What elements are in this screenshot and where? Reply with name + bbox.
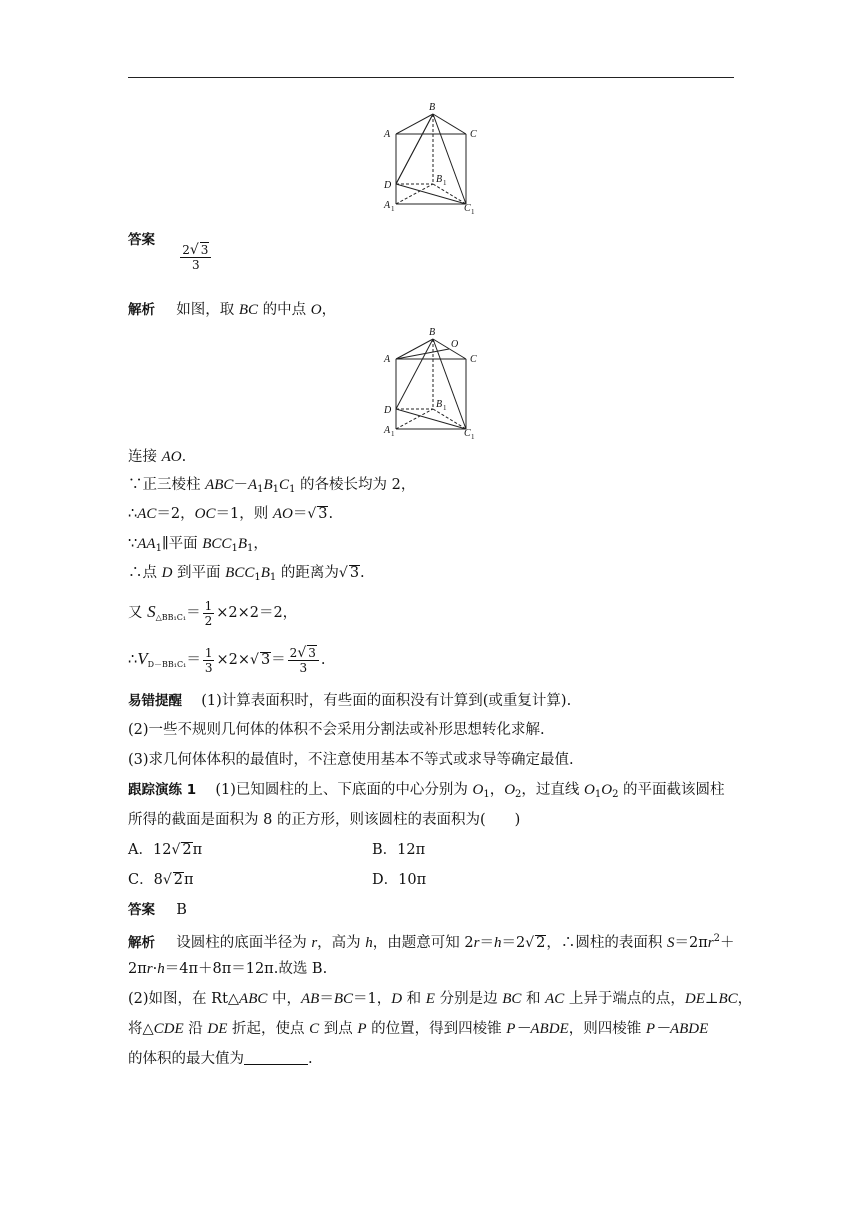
a-text: ＝: [479, 935, 494, 951]
frac-num: 1: [204, 598, 213, 613]
var: ABC: [239, 991, 268, 1007]
q-text: 上异于端点的点，: [564, 991, 685, 1007]
q-text: ＝: [319, 991, 334, 1007]
a-text: 设圆柱的底面半径为: [176, 935, 312, 951]
step-text: .: [181, 449, 187, 465]
step-text: 又: [128, 605, 148, 621]
subscript: 1: [155, 543, 162, 554]
analysis-comma: ，: [321, 302, 337, 318]
answer-den: 3: [192, 258, 200, 272]
q-text: ⊥: [704, 991, 719, 1007]
subscript: 1: [269, 572, 277, 583]
var: r: [311, 935, 318, 951]
practice-q2-line2: [128, 1019, 708, 1039]
subscript: D－BB₁C₁: [147, 660, 187, 669]
answer-value: B: [176, 902, 187, 918]
label-A: A: [384, 129, 391, 140]
var: P－ABDE: [506, 1021, 569, 1037]
option-text: C．8: [128, 872, 163, 888]
label-B1: B: [436, 399, 443, 410]
pitfall-text: (1)计算表面积时，有些面的面积没有计算到(或重复计算).: [201, 693, 572, 709]
prism-figure-2: [378, 325, 488, 440]
step-6: [128, 595, 297, 629]
q-text: ，: [737, 991, 753, 1007]
var: CDE: [153, 1021, 184, 1037]
radicand: 3: [260, 652, 271, 668]
var: h: [157, 961, 165, 977]
practice-answer: [128, 900, 187, 920]
step-text: ×2×: [216, 652, 251, 668]
subscript: 1: [254, 572, 261, 583]
q-text: ，过直线: [521, 782, 585, 798]
label-A1: A: [384, 425, 391, 436]
var: AA: [137, 536, 156, 552]
subscript: 1: [246, 543, 254, 554]
label-A1-sub: 1: [391, 205, 395, 213]
practice-analysis-1: 解析 设圆柱的底面半径为 r，高为 h，由题意可知 2r＝h＝2√ 2，∴圆柱的表面积 $S=2\pi r^2+$: [128, 933, 735, 951]
a-text: ＝2: [501, 935, 526, 951]
option-b: [372, 840, 425, 860]
step-text: ＝1，则: [215, 506, 273, 522]
step-text: .: [320, 652, 326, 668]
var: O: [601, 782, 613, 798]
fraction: [203, 646, 215, 675]
frac-num: 2: [289, 646, 298, 660]
a-text: ，高为: [317, 935, 366, 951]
subscript: 1: [289, 484, 296, 495]
var: O: [584, 782, 595, 798]
option-text: π: [192, 842, 203, 858]
step-text: ＝: [292, 506, 308, 522]
var: V: [137, 649, 148, 668]
practice-q1-line2: [128, 810, 520, 830]
var-bc: BC: [238, 302, 258, 318]
label-A1: A: [384, 200, 391, 211]
var: BCC: [225, 565, 255, 581]
var-o: O: [310, 302, 322, 318]
var: D: [161, 565, 173, 581]
practice-q2-line1: [128, 989, 752, 1009]
var: AC: [137, 506, 157, 522]
radicand: 3: [308, 646, 316, 660]
var: BCC: [202, 536, 232, 552]
a-text: ，由题意可知 2: [372, 935, 474, 951]
var: B: [260, 565, 270, 581]
label-C1-sub: 1: [471, 433, 475, 440]
step-text: ＝: [271, 652, 286, 668]
step-5: ∴点 D 到平面 $BCC_1B_1$ 的距离为√ 3.: [128, 565, 365, 583]
var: S: [666, 935, 675, 951]
label-B1: B: [436, 174, 443, 185]
q-text: 的平面截该圆柱: [618, 782, 725, 798]
pitfall-2: [128, 720, 545, 740]
q-text: 折起，使点: [227, 1021, 310, 1037]
subscript: 1: [272, 484, 280, 495]
var: r: [473, 935, 480, 951]
var: AO: [161, 449, 182, 465]
option-text: A．12: [128, 842, 172, 858]
q-text: ，: [489, 782, 505, 798]
var: C: [309, 1021, 320, 1037]
var: O: [472, 782, 484, 798]
q-text: ，则四棱锥: [568, 1021, 646, 1037]
answer-label: 答案: [128, 232, 155, 248]
var: AO: [272, 506, 293, 522]
var: r: [707, 935, 714, 951]
frac-num: 1: [204, 645, 213, 660]
q-text: 的位置，得到四棱锥: [366, 1021, 507, 1037]
var: AC: [545, 991, 565, 1007]
var: DE: [207, 1021, 228, 1037]
step-text: ＝: [186, 652, 201, 668]
step-text: ＝: [186, 605, 201, 621]
subscript: 1: [594, 789, 602, 800]
label-C: C: [470, 129, 477, 140]
option-c: C．8√ 2π: [128, 872, 194, 888]
var: P－ABDE: [645, 1021, 709, 1037]
practice-q1-line1: [128, 780, 725, 805]
step-text: ＝2，: [156, 506, 195, 522]
label-B1-sub: 1: [443, 404, 447, 412]
a-text: ＝2π: [674, 935, 708, 951]
step-text: 到平面: [172, 565, 226, 581]
a-text: ，∴圆柱的表面积: [546, 935, 667, 951]
step-text: ∴: [128, 652, 138, 668]
option-text: D．10π: [372, 872, 427, 888]
answer-blank[interactable]: [244, 1050, 308, 1065]
step-text: ∴点: [128, 565, 162, 581]
a-text: ·: [152, 961, 158, 977]
a-text: ＋: [719, 935, 735, 951]
var: B: [263, 477, 273, 493]
radicand: 2: [536, 935, 546, 951]
step-text: 连接: [128, 449, 162, 465]
practice-analysis-2: [128, 959, 327, 979]
var: h: [493, 935, 502, 951]
q-text: ＝1，: [353, 991, 392, 1007]
var: O: [504, 782, 516, 798]
var: A: [247, 477, 258, 493]
var: DE: [684, 991, 705, 1007]
radicand: 2: [182, 842, 192, 858]
step-text: 的各棱长均为 2，: [295, 477, 416, 493]
step-text: ∴: [128, 506, 138, 522]
answer-rad: 3: [200, 243, 209, 257]
q-text: 到点: [319, 1021, 358, 1037]
label-D: D: [384, 405, 392, 416]
frac-den: 3: [299, 661, 308, 675]
q-text: 所得的截面是面积为 8 的正方形，则该圆柱的表面积为( ): [128, 812, 521, 828]
analysis-label: 解析: [128, 935, 155, 951]
label-B: B: [429, 327, 436, 338]
label-B: B: [429, 102, 436, 113]
pitfall-label: 易错提醒: [128, 693, 182, 709]
answer-num: 2: [182, 243, 190, 257]
var: E: [425, 991, 435, 1007]
step-text: .: [360, 565, 365, 581]
q-text: 将△: [128, 1021, 154, 1037]
q-text: .: [308, 1051, 313, 1067]
frac-den: 2: [204, 613, 213, 628]
step-2: [128, 475, 415, 500]
label-C1-sub: 1: [471, 208, 475, 215]
step-4: [128, 534, 268, 559]
var: S: [147, 602, 156, 621]
q-text: (2)如图，在 Rt△: [128, 991, 240, 1007]
step-text: －: [233, 477, 248, 493]
step-1: [128, 447, 186, 467]
analysis-text: 如图，取: [176, 302, 239, 318]
label-A1-sub: 1: [391, 430, 395, 438]
analysis-line: [128, 300, 336, 320]
subscript: 1: [231, 543, 238, 554]
option-a: A．12√ 2π: [128, 842, 203, 858]
q-text: 分别是边: [434, 991, 503, 1007]
superscript: 2: [713, 933, 720, 944]
var: ABC: [205, 477, 234, 493]
q-text: 中，: [267, 991, 301, 1007]
var: OC: [194, 506, 216, 522]
var: BC: [333, 991, 353, 1007]
var: B: [237, 536, 247, 552]
pitfall-3: [128, 750, 574, 770]
var: C: [279, 477, 290, 493]
option-text: π: [183, 872, 194, 888]
pitfall-text: (3)求几何体体积的最值时，不注意使用基本不等式或求导等确定最值.: [128, 752, 574, 768]
step-text: ∥平面: [161, 536, 203, 552]
fraction: $\frac{2√ 3}{3}$: [288, 645, 319, 675]
label-A: A: [384, 354, 391, 365]
label-C1: C: [464, 428, 471, 439]
subscript: 1: [257, 484, 264, 495]
var: BC: [502, 991, 522, 1007]
step-text: .: [328, 506, 334, 522]
var: h: [365, 935, 373, 951]
step-text: ，: [253, 536, 268, 552]
var: BC: [718, 991, 738, 1007]
pitfall-1: [128, 691, 571, 711]
pitfall-text: (2)一些不规则几何体的体积不会采用分割法或补形思想转化求解.: [128, 722, 545, 738]
a-text: ＝4π＋8π＝12π.故选 B.: [164, 961, 328, 977]
step-7: $\therefore V_{D-BB_1C_1}=$ $\frac{1}{3}$ ×2×√ 3＝ $\frac{2√ 3}{3}$ .: [128, 645, 326, 675]
prism-figure-1: [378, 100, 488, 215]
step-text: ×2×2＝2，: [216, 605, 298, 621]
answer-1: [128, 230, 213, 272]
label-B1-sub: 1: [443, 179, 447, 187]
label-C1: C: [464, 203, 471, 214]
radicand: 2: [173, 872, 183, 888]
var: AB: [301, 991, 320, 1007]
step-text: ∵: [128, 536, 138, 552]
label-C: C: [470, 354, 477, 365]
option-d: [372, 870, 426, 890]
q-text: 和: [402, 991, 426, 1007]
subscript: 2: [612, 789, 619, 800]
analysis-mid: 的中点: [258, 302, 311, 318]
header-rule: [128, 77, 734, 78]
q-text: 的体积的最大值为: [128, 1051, 244, 1067]
frac-den: 3: [204, 660, 213, 675]
answer-fraction: $\frac{2√ 3}{3}$: [180, 242, 211, 272]
option-text: B．12π: [372, 842, 426, 858]
q-text: 沿: [183, 1021, 208, 1037]
var: P: [357, 1021, 367, 1037]
step-3: ∴AC＝2，OC＝1，则 AO＝√ 3.: [128, 506, 334, 522]
label-O: O: [451, 339, 459, 350]
var: r: [146, 961, 153, 977]
fraction: [203, 599, 215, 628]
step-text: ∵正三棱柱: [128, 477, 206, 493]
var: D: [391, 991, 403, 1007]
practice-q2-line3: [128, 1049, 313, 1069]
answer-label: 答案: [128, 902, 155, 918]
analysis-label: 解析: [128, 302, 155, 318]
q-text: (1)已知圆柱的上、下底面的中心分别为: [215, 782, 473, 798]
practice-label: 跟踪演练 1: [128, 782, 197, 798]
a-text: 2π: [128, 961, 147, 977]
subscript: 2: [515, 789, 522, 800]
q-text: 和: [521, 991, 546, 1007]
radicand: 3: [318, 506, 328, 522]
subscript: △BB₁C₁: [155, 613, 187, 622]
radicand: 3: [349, 565, 360, 581]
step-text: 的距离为: [276, 565, 339, 581]
label-D: D: [384, 180, 392, 191]
subscript: 1: [483, 789, 490, 800]
